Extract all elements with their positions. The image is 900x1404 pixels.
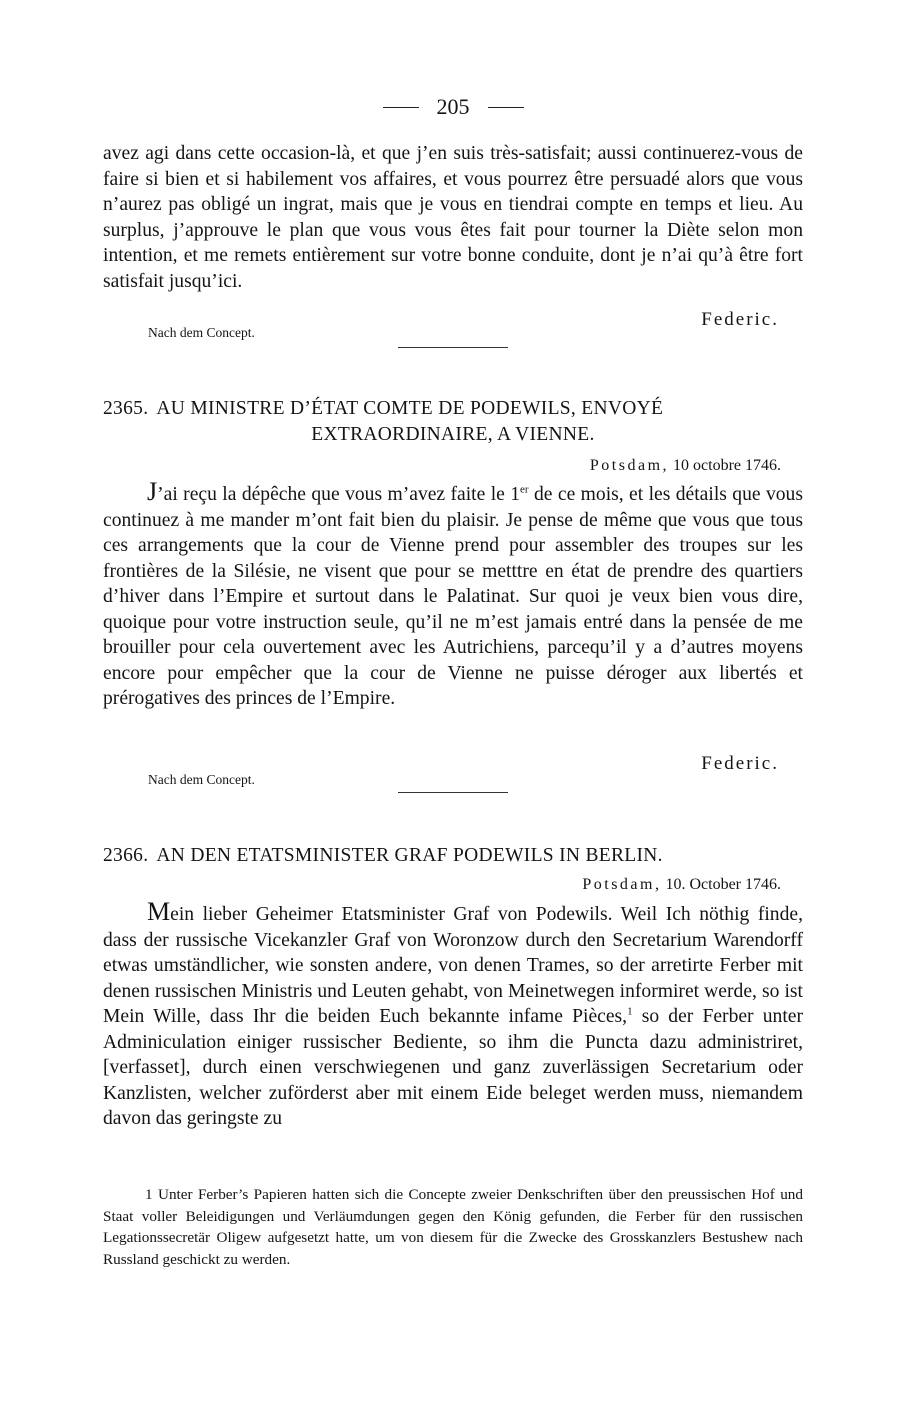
letter-2365-body-part1: ’ai reçu la dépêche que vous m’avez faite le 1	[157, 484, 521, 505]
footnote	[103, 1184, 803, 1271]
letter-2365-heading	[103, 396, 803, 448]
letter-2366-place: Potsdam,	[582, 876, 662, 893]
signature-top: Federic.	[701, 309, 779, 330]
source-note-2365: Nach dem Concept.	[148, 772, 255, 787]
letter-2365-body-block	[103, 477, 803, 712]
header-rule-left	[383, 107, 419, 108]
letter-2365-number: 2365.	[103, 398, 149, 419]
letter-2366-heading	[103, 843, 803, 869]
letter-2365-date: 10 octobre 1746.	[673, 457, 781, 474]
footnote-block	[103, 1184, 803, 1271]
letter-2366-initial: M	[147, 897, 171, 926]
source-note-top: Nach dem Concept.	[148, 325, 255, 340]
letter-2366-footnote-ref: 1	[627, 1005, 633, 1018]
letter-2366-title: AN DEN ETATSMINISTER GRAF PODEWILS IN BERLIN.	[156, 845, 663, 866]
letter-2366-date: 10. October 1746.	[665, 876, 781, 893]
section-divider	[398, 792, 508, 793]
footnote-marker: 1	[145, 1186, 153, 1203]
letter-2366-body-part1: ein lieber Geheimer Etatsminister Graf von Podewils. Weil Ich nöthig finde, dass der russische Vicekanzler Graf von Woronzow durch den Secretarium Warendorff etwas umständlicher, wie sonsten andere, von denen Trames, so der arretirte Ferber mit denen russischen Ministris und Leuten gehabt, von Meinetwegen informiret werde, so ist Mein Wille, dass Ihr die beiden Euch bekannte infame Pièces,	[103, 904, 803, 1027]
letter-2365-place: Potsdam,	[589, 457, 670, 474]
letter-2366-number: 2366.	[103, 845, 149, 866]
letter-2366-body-part2: so der Ferber unter Adminiculation einiger russischer Bediente, so ihm die Puncta dazu administriret, [verfasset], durch einen verschwiegenen und ganz zuverlässigen Secretarium oder Kanzlisten, welcher zuförderst aber mit einem Eide beleget werden muss, niemandem davon das geringste zu	[103, 1006, 803, 1129]
top-paragraph: avez agi dans cette occasion-là, et que j’en suis très-satisfait; aussi continuerez-vous de faire si bien et si habilement vos affaires, et vous pourrez être persuadé alors que vous n’aurez pas obligé un ingrat, mais que je vous en tiendrai compte en temps et lieu. Au surplus, j’approuve le plan que vous vous êtes fait pour tourner la Diète selon mon intention, et me remets entièrement sur votre bonne conduite, dont je n’ai qu’à être fort satisfait jusqu’ici.	[103, 143, 803, 292]
letter-2365-initial: J	[147, 477, 158, 506]
header-rule-right	[488, 107, 524, 108]
letter-2366-body	[103, 897, 803, 1132]
letter-2365-title-line2: EXTRAORDINAIRE, A VIENNE.	[311, 424, 595, 445]
page-number: 205	[436, 94, 470, 119]
top-paragraph-block	[103, 141, 803, 294]
letter-2365-body	[103, 477, 803, 712]
letter-2366-dateline	[582, 876, 781, 894]
page-header	[103, 92, 803, 122]
letter-2365-body-part2: de ce mois, et les détails que vous continuez à me mander m’ont fait bien du plaisir. Je pense de même que vous que tous ces arrangements que la cour de Vienne prend pour assembler des troupes sur les frontières de la Silésie, ne visent que pour se metttre en état de prendre des quartiers d’hiver dans l’Empire et surtout dans le Palatinat. Sur quoi je veux bien vous dire, quoique pour votre instruction seule, qu’il ne m’est jamais entré dans la pensée de me brouiller pour cela ouvertement avec les Autrichiens, parcequ’il y a d’autres moyens encore pour empêcher que la cour de Vienne ne puisse déroger aux libertés et prérogatives des princes de l’Empire.	[103, 484, 803, 709]
letter-2366-body-block	[103, 897, 803, 1132]
signature-2365: Federic.	[701, 753, 779, 774]
footnote-text: Unter Ferber’s Papieren hatten sich die Concepte zweier Denkschriften über den preussischen Hof und Staat voller Beleidigungen und Verläumdungen gegen den König gefunden, die Ferber für den russischen Legationssecretär Oligew aufgesetzt hatte, um von diesem für die Zwecke des Grosskanzlers Bestushew nach Russland geschickt zu werden.	[103, 1186, 803, 1269]
letter-2365-dateline	[590, 457, 781, 475]
letter-2365-superscript: er	[520, 483, 529, 496]
letter-2365-title-line1: AU MINISTRE D’ÉTAT COMTE DE PODEWILS, ENVOYÉ	[156, 398, 664, 419]
section-divider	[398, 347, 508, 348]
